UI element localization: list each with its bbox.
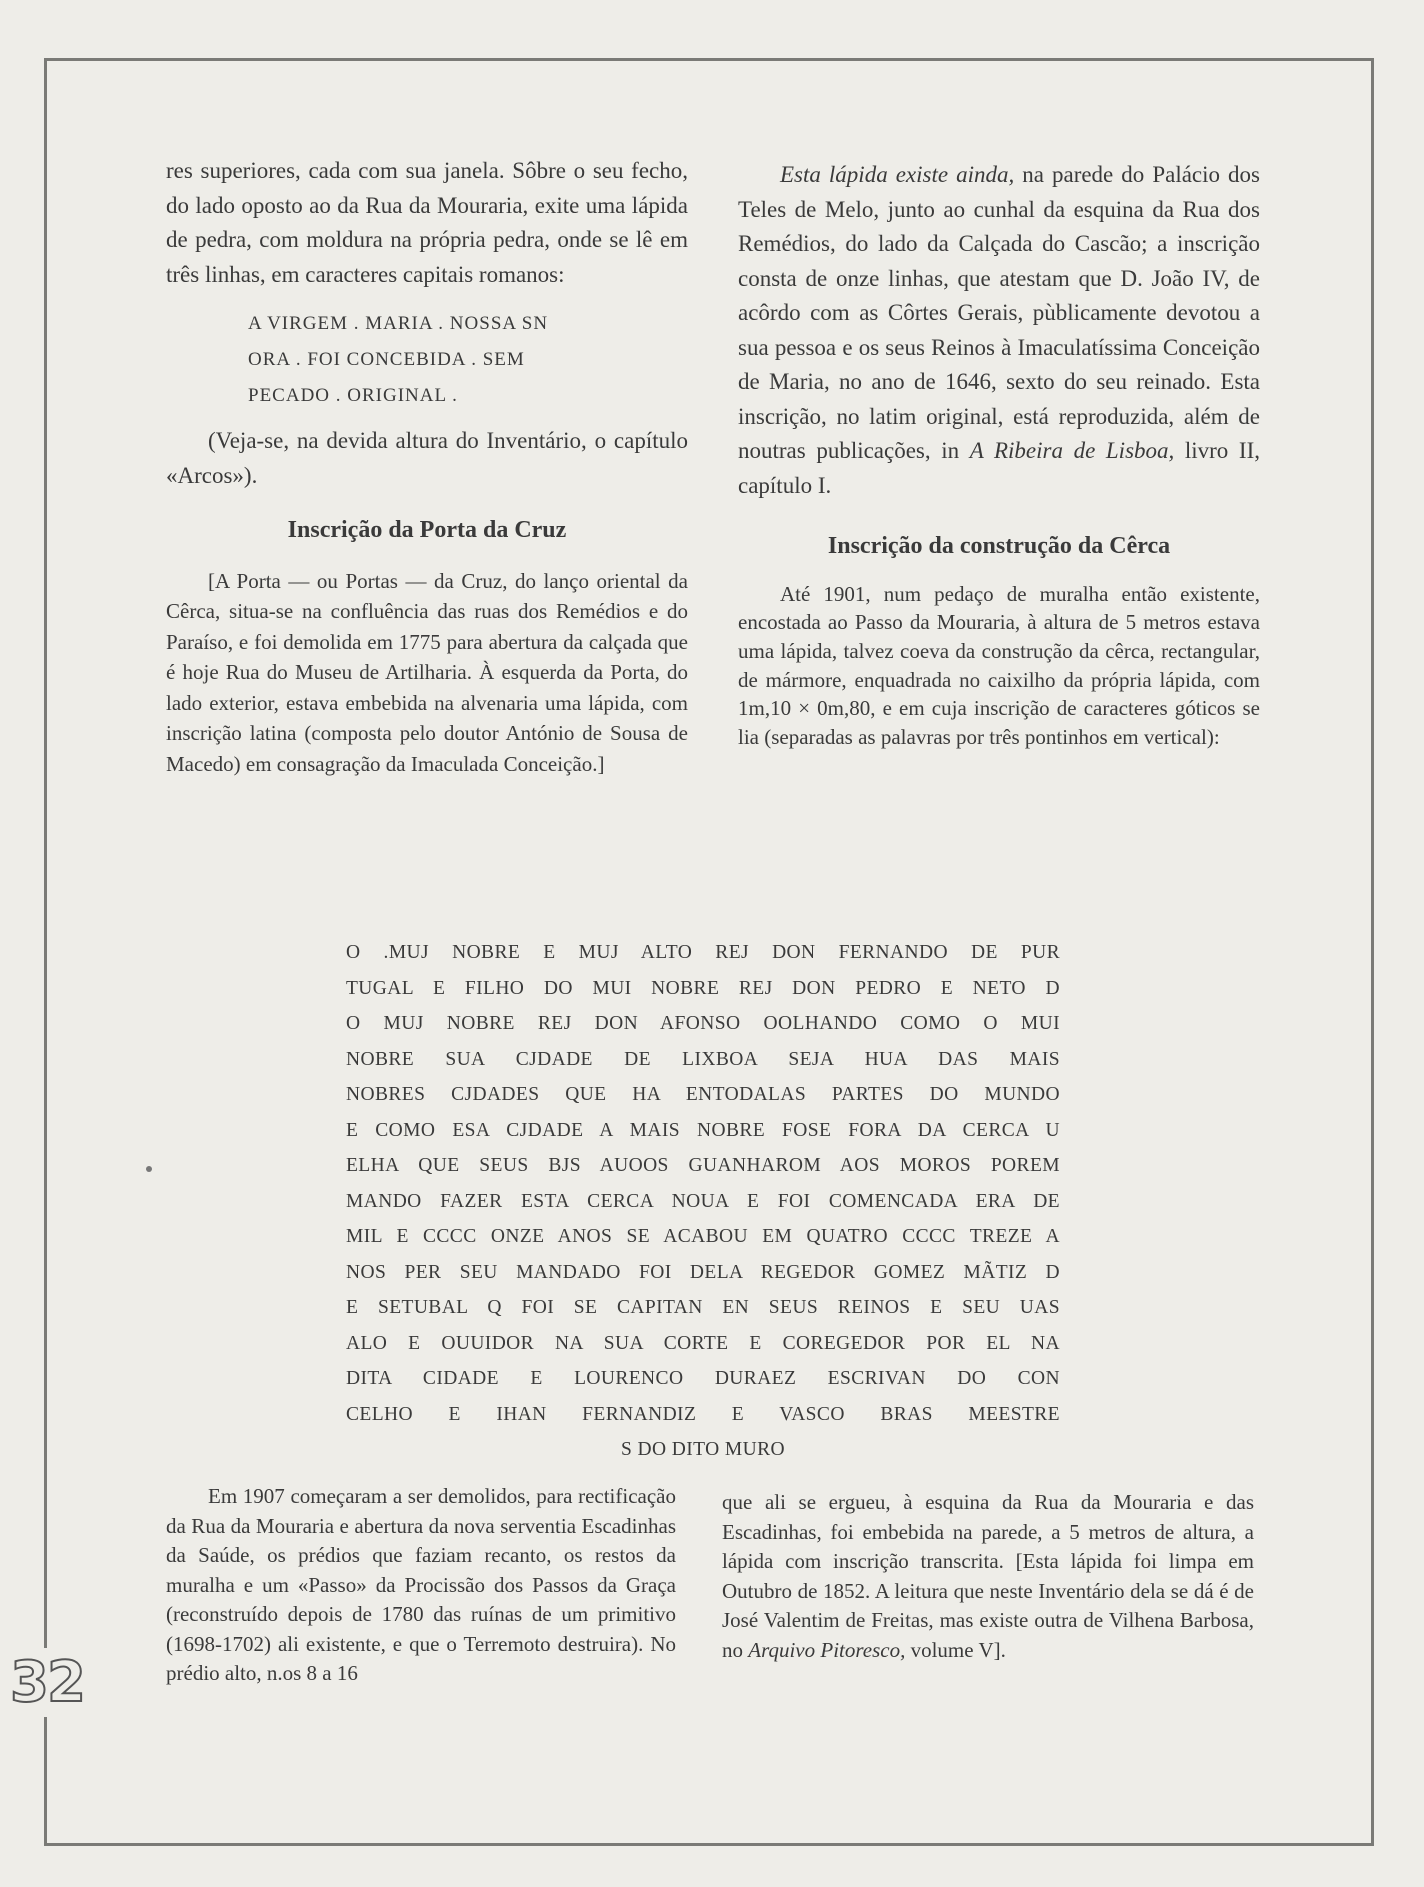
inscription-line: E SETUBAL Q FOI SE CAPITAN EN SEUS REINOS E SEU UAS — [346, 1297, 1060, 1318]
right-bottom-text: que ali se ergueu, à esquina da Rua da Mouraria e das Escadinhas, foi embebida na parede, a 5 metros de altura, a lápida com inscrição transcrita. [Esta lápida foi limpa em Outubro de 1852. A leitura que neste Inventário dela se dá é de José Valentim de Freitas, mas existe outra de Vilhena Barbosa, no — [722, 1490, 1254, 1662]
demolition-paragraph: Em 1907 começaram a ser demolidos, para rectificação da Rua da Mouraria e abertura da nova serventia Escadinhas da Saúde, os prédios que faziam recanto, os restos da muralha e um «Passo» da Procissão dos Passos da Graça (reconstruído depois de 1780 das ruínas de um primitivo (1698-1702) ali existente, e que o Terremoto destruira). No prédio alto, n.os 8 a 16 — [166, 1484, 676, 1685]
arquivo-pitoresco-reference: Arquivo Pitoresco, — [748, 1637, 906, 1662]
right-bottom-paragraph — [722, 1488, 1254, 1665]
inscription-line: NOBRE SUA CJDADE DE LIXBOA SEJA HUA DAS MAIS — [346, 1048, 1060, 1070]
small-inscription-line: PECADO . ORIGINAL . — [248, 385, 458, 406]
page-number: 32 — [10, 1650, 84, 1715]
inscription-line: ELHA QUE SEUS BJS AUOOS GUANHAROM AOS MOROS POREM — [346, 1155, 1060, 1176]
inscription-line: E COMO ESA CJDADE A MAIS NOBRE FOSE FORA DA CERCA U — [346, 1119, 1060, 1141]
inscription-line: O .MUJ NOBRE E MUJ ALTO REJ DON FERNANDO DE PUR — [346, 942, 1060, 963]
porta-da-cruz-note: [A Porta — ou Portas — da Cruz, do lanço oriental da Cêrca, situa-se na confluência das ruas dos Remédios e do Paraíso, e foi demolida em 1775 para abertura da calçada que é hoje Rua do Museu de Artilharia. À esquerda da Porta, do lado exterior, estava embebida na alvenaria uma lápida, com inscrição latina (composta pelo doutor António de Sousa de Macedo) em consagração da Imaculada Conceição.] — [166, 568, 688, 776]
left-column-top — [166, 154, 688, 779]
right-paragraph-1-end: livro II, capítulo I. — [738, 438, 1260, 498]
right-bottom-end: volume V]. — [905, 1637, 1006, 1662]
inscription-line: ALO E OUUIDOR NA SUA CORTE E COREGEDOR POR EL NA — [346, 1332, 1060, 1354]
inscription-line: O MUJ NOBRE REJ DON AFONSO OOLHANDO COMO O MUI — [346, 1013, 1060, 1034]
gothic-inscription — [346, 935, 1060, 1468]
left-paragraph-2: (Veja-se, na devida altura do Inventário, o capítulo «Arcos»). — [166, 428, 688, 488]
right-column-top — [738, 158, 1260, 752]
right-paragraph-2: Até 1901, num pedaço de muralha então existente, encostada ao Passo da Mouraria, à altura de 5 metros estava uma lápida, talvez coeva da construção da cêrca, rectangular, de mármore, enquadrada no caixilho da própria lápida, com 1m,10 × 0m,80, e em cuja inscrição de caracteres góticos se lia (separadas as palavras por três pontinhos em vertical): — [738, 581, 1260, 750]
small-inscription-line: A VIRGEM . MARIA . NOSSA SN — [248, 313, 549, 334]
inscription-line: CELHO E IHAN FERNANDIZ E VASCO BRAS MEESTRE — [346, 1403, 1060, 1425]
inscription-line: DITA CIDADE E LOURENCO DURAEZ ESCRIVAN DO CON — [346, 1368, 1060, 1389]
small-inscription — [248, 306, 688, 414]
right-paragraph-1-body: na parede do Palácio dos Teles de Melo, junto ao cunhal da esquina da Rua dos Remédios, do lado da Calçada do Cascão; a inscrição consta de onze linhas, que atestam que D. João IV, de acôrdo com as Côrtes Gerais, pùblicamente devotou a sua pessoa e os seus Reinos à Imaculatíssima Conceição de Maria, no ano de 1646, sexto do seu reinado. Esta inscrição, no latim original, está reproduzida, além de noutras publicações, in — [738, 162, 1260, 463]
ribeira-de-lisboa-reference: A Ribeira de Lisboa, — [969, 438, 1175, 463]
right-paragraph-1 — [738, 158, 1260, 503]
section-heading-construcao-cerca: Inscrição da construção da Cêrca — [827, 533, 1171, 559]
inscription-line: NOS PER SEU MANDADO FOI DELA REGEDOR GOMEZ MÃTIZ D — [346, 1261, 1060, 1283]
inscription-line: MIL E CCCC ONZE ANOS SE ACABOU EM QUATRO CCCC TREZE A — [346, 1226, 1060, 1247]
inscription-line: MANDO FAZER ESTA CERCA NOUA E FOI COMENCADA ERA DE — [346, 1190, 1060, 1212]
inscription-line: S DO DITO MURO — [621, 1439, 785, 1460]
inscription-line: TUGAL E FILHO DO MUI NOBRE REJ DON PEDRO E NETO D — [346, 977, 1060, 999]
ink-dot — [146, 1166, 152, 1172]
right-column-bottom — [722, 1488, 1254, 1665]
inscription-line: NOBRES CJDADES QUE HA ENTODALAS PARTES DO MUNDO — [346, 1084, 1060, 1105]
left-paragraph-1: res superiores, cada com sua janela. Sôbre o seu fecho, do lado oposto ao da Rua da Mouraria, exite uma lápida de pedra, com moldura na própria pedra, onde se lê em três linhas, em caracteres capitais romanos: — [166, 158, 688, 287]
small-inscription-line: ORA . FOI CONCEBIDA . SEM — [248, 349, 525, 370]
section-heading-porta-da-cruz: Inscrição da Porta da Cruz — [287, 517, 567, 543]
left-column-bottom — [166, 1482, 676, 1689]
right-paragraph-1-italic: Esta lápida existe ainda, — [780, 162, 1015, 187]
